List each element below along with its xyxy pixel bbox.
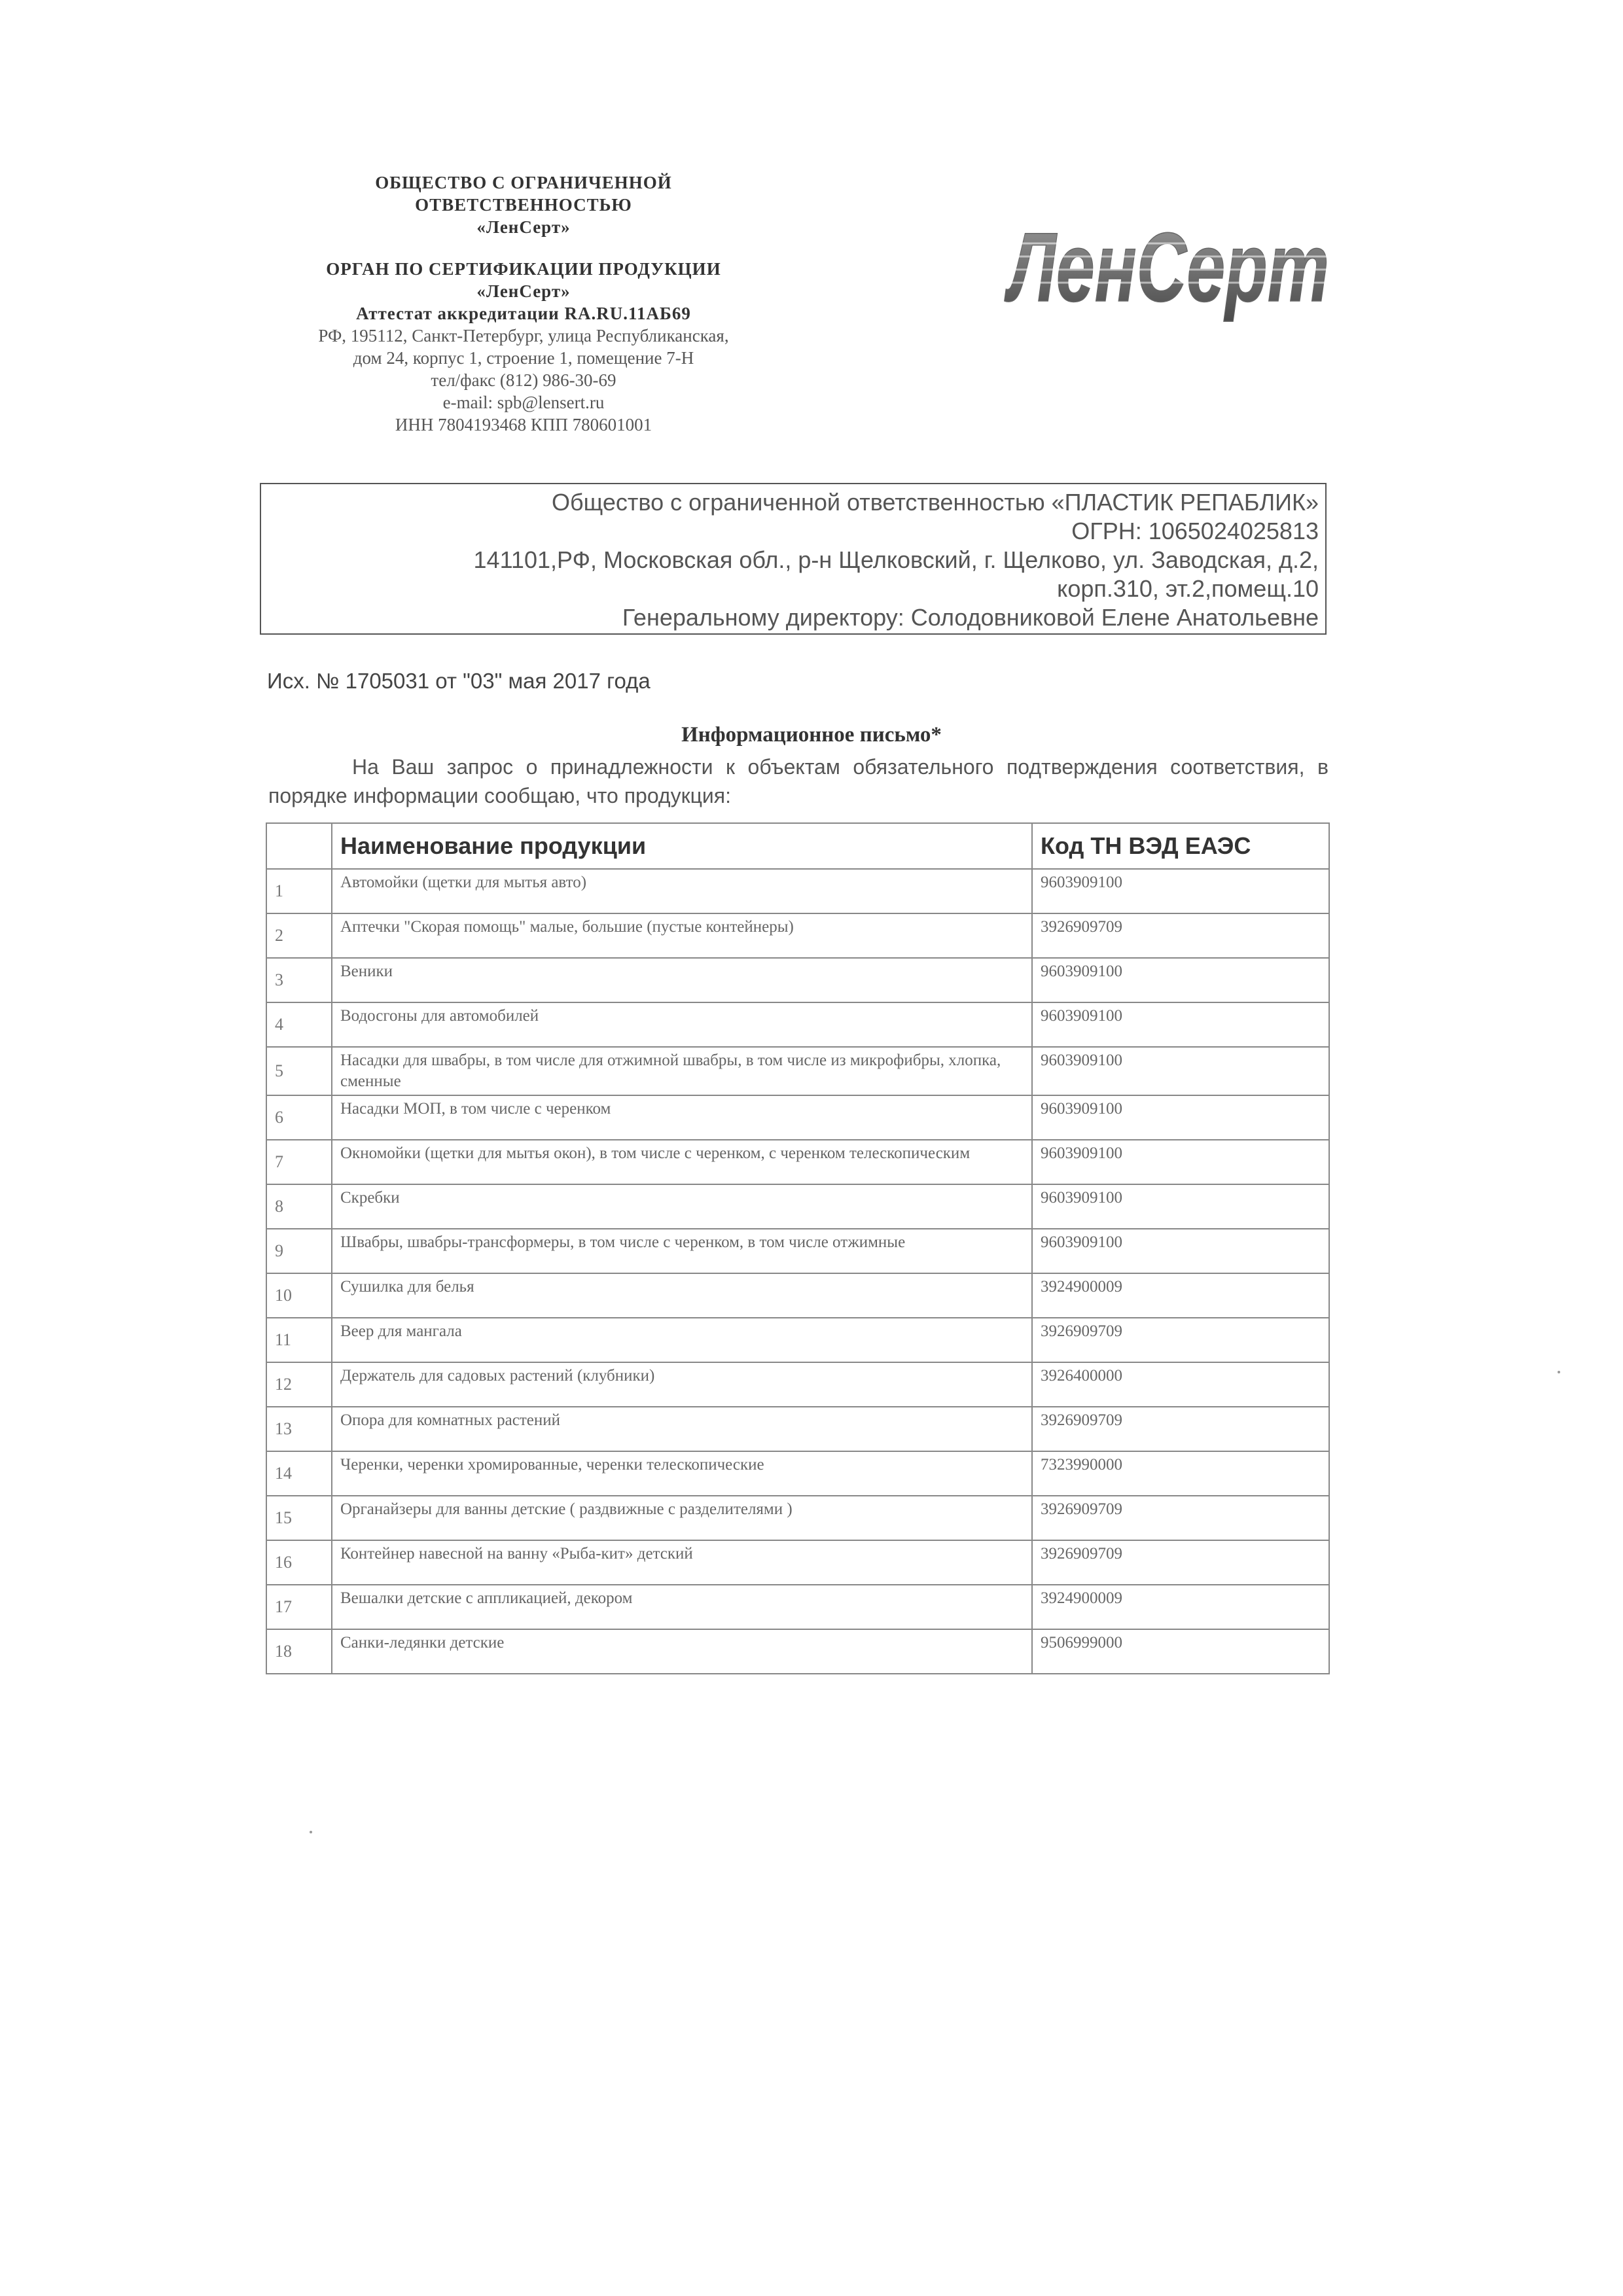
hs-code: 3926909709 — [1032, 1540, 1329, 1585]
letter-body: На Ваш запрос о принадлежности к объектам обязательного подтверждения соответствия, в порядке информации сообщаю, что продукция: — [268, 755, 1329, 807]
product-name: Держатель для садовых растений (клубники) — [332, 1362, 1032, 1407]
issuer-header — [262, 171, 785, 436]
hs-code: 9603909100 — [1032, 1229, 1329, 1273]
table-row — [266, 1585, 1329, 1629]
product-name: Насадки МОП, в том числе с черенком — [332, 1095, 1032, 1140]
table-row — [266, 1047, 1329, 1095]
product-name: Черенки, черенки хромированные, черенки телескопические — [332, 1451, 1032, 1496]
table-header-row — [266, 823, 1329, 869]
table-row — [266, 958, 1329, 1002]
hs-code: 7323990000 — [1032, 1451, 1329, 1496]
product-name: Автомойки (щетки для мытья авто) — [332, 869, 1032, 913]
row-number: 5 — [266, 1047, 332, 1095]
row-number: 17 — [266, 1585, 332, 1629]
table-row — [266, 1140, 1329, 1184]
recipient-box — [260, 483, 1327, 635]
table-row — [266, 1273, 1329, 1318]
product-name: Швабры, швабры-трансформеры, в том числе с черенком, в том числе отжимные — [332, 1229, 1032, 1273]
issuer-line-2: ОТВЕТСТВЕННОСТЬЮ — [415, 195, 632, 215]
scan-speck — [310, 1831, 312, 1833]
product-name: Окномойки (щетки для мытья окон), в том числе с черенком, с черенком телескопическим — [332, 1140, 1032, 1184]
product-name: Скребки — [332, 1184, 1032, 1229]
row-number: 1 — [266, 869, 332, 913]
outgoing-reference: Исх. № 1705031 от "03" мая 2017 года — [267, 669, 651, 693]
row-number: 3 — [266, 958, 332, 1002]
accreditation: Аттестат аккредитации RA.RU.11АБ69 — [356, 304, 691, 323]
hs-code: 9603909100 — [1032, 869, 1329, 913]
products-table — [266, 822, 1330, 1674]
scan-speck — [1558, 1371, 1560, 1373]
header-product-name: Наименование продукции — [332, 823, 1032, 869]
hs-code: 3924900009 — [1032, 1585, 1329, 1629]
hs-code: 3924900009 — [1032, 1273, 1329, 1318]
logo-text: ЛенСерт — [1003, 212, 1329, 322]
recipient-ogrn: ОГРН: 1065024025813 — [1071, 518, 1319, 544]
recipient-addressee: Генеральному директору: Солодовниковой Елене Анатольевне — [622, 604, 1319, 631]
table-row — [266, 1451, 1329, 1496]
recipient-address-line-2: корп.310, эт.2,помещ.10 — [1057, 575, 1319, 602]
header-hs-code: Код ТН ВЭД ЕАЭС — [1032, 823, 1329, 869]
product-name: Веер для мангала — [332, 1318, 1032, 1362]
row-number: 10 — [266, 1273, 332, 1318]
hs-code: 9603909100 — [1032, 1047, 1329, 1095]
table-row — [266, 1407, 1329, 1451]
row-number: 15 — [266, 1496, 332, 1540]
table-row — [266, 1362, 1329, 1407]
product-name: Насадки для швабры, в том числе для отжимной швабры, в том числе из микрофибры, хлопка, сменные — [332, 1047, 1032, 1095]
hs-code: 9506999000 — [1032, 1629, 1329, 1674]
product-name: Контейнер навесной на ванну «Рыба-кит» детский — [332, 1540, 1032, 1585]
lensert-logo — [1005, 203, 1338, 334]
row-number: 9 — [266, 1229, 332, 1273]
product-name: Веники — [332, 958, 1032, 1002]
table-row — [266, 1002, 1329, 1047]
product-name: Аптечки "Скорая помощь" малые, большие (пустые контейнеры) — [332, 913, 1032, 958]
row-number: 14 — [266, 1451, 332, 1496]
row-number: 6 — [266, 1095, 332, 1140]
cert-body-line-2: «ЛенСерт» — [476, 281, 571, 301]
row-number: 4 — [266, 1002, 332, 1047]
product-name: Вешалки детские с аппликацией, декором — [332, 1585, 1032, 1629]
product-name: Сушилка для белья — [332, 1273, 1032, 1318]
product-name: Водосгоны для автомобилей — [332, 1002, 1032, 1047]
issuer-inn-kpp: ИНН 7804193468 КПП 780601001 — [395, 415, 652, 434]
hs-code: 3926909709 — [1032, 1318, 1329, 1362]
table-row — [266, 1184, 1329, 1229]
row-number: 8 — [266, 1184, 332, 1229]
hs-code: 3926400000 — [1032, 1362, 1329, 1407]
product-name: Санки-ледянки детские — [332, 1629, 1032, 1674]
hs-code: 3926909709 — [1032, 1496, 1329, 1540]
issuer-phone: тел/факс (812) 986-30-69 — [431, 370, 616, 390]
table-row — [266, 869, 1329, 913]
table-row — [266, 1496, 1329, 1540]
recipient-address-line-1: 141101,РФ, Московская обл., р-н Щелковский, г. Щелково, ул. Заводская, д.2, — [473, 546, 1319, 573]
table-row — [266, 1229, 1329, 1273]
hs-code: 9603909100 — [1032, 958, 1329, 1002]
issuer-line-1: ОБЩЕСТВО С ОГРАНИЧЕННОЙ — [375, 173, 672, 192]
row-number: 18 — [266, 1629, 332, 1674]
issuer-line-3: «ЛенСерт» — [476, 217, 571, 237]
table-row — [266, 1318, 1329, 1362]
row-number: 13 — [266, 1407, 332, 1451]
table-row — [266, 1629, 1329, 1674]
hs-code: 3926909709 — [1032, 1407, 1329, 1451]
header-num — [266, 823, 332, 869]
product-name: Органайзеры для ванны детские ( раздвижные с разделителями ) — [332, 1496, 1032, 1540]
letter-title: Информационное письмо* — [681, 723, 942, 747]
recipient-company: Общество с ограниченной ответственностью «ПЛАСТИК РЕПАБЛИК» — [552, 489, 1319, 516]
product-name: Опора для комнатных растений — [332, 1407, 1032, 1451]
table-row — [266, 1095, 1329, 1140]
table-row — [266, 913, 1329, 958]
cert-body-line-1: ОРГАН ПО СЕРТИФИКАЦИИ ПРОДУКЦИИ — [326, 259, 721, 279]
hs-code: 3926909709 — [1032, 913, 1329, 958]
row-number: 12 — [266, 1362, 332, 1407]
hs-code: 9603909100 — [1032, 1002, 1329, 1047]
hs-code: 9603909100 — [1032, 1140, 1329, 1184]
hs-code: 9603909100 — [1032, 1184, 1329, 1229]
row-number: 11 — [266, 1318, 332, 1362]
table-body — [266, 869, 1329, 1674]
row-number: 7 — [266, 1140, 332, 1184]
issuer-address-line-1: РФ, 195112, Санкт-Петербург, улица Республиканская, — [318, 326, 729, 345]
issuer-address-line-2: дом 24, корпус 1, строение 1, помещение 7-Н — [353, 348, 694, 368]
row-number: 16 — [266, 1540, 332, 1585]
issuer-email: e-mail: spb@lensert.ru — [442, 393, 605, 412]
table-row — [266, 1540, 1329, 1585]
hs-code: 9603909100 — [1032, 1095, 1329, 1140]
row-number: 2 — [266, 913, 332, 958]
